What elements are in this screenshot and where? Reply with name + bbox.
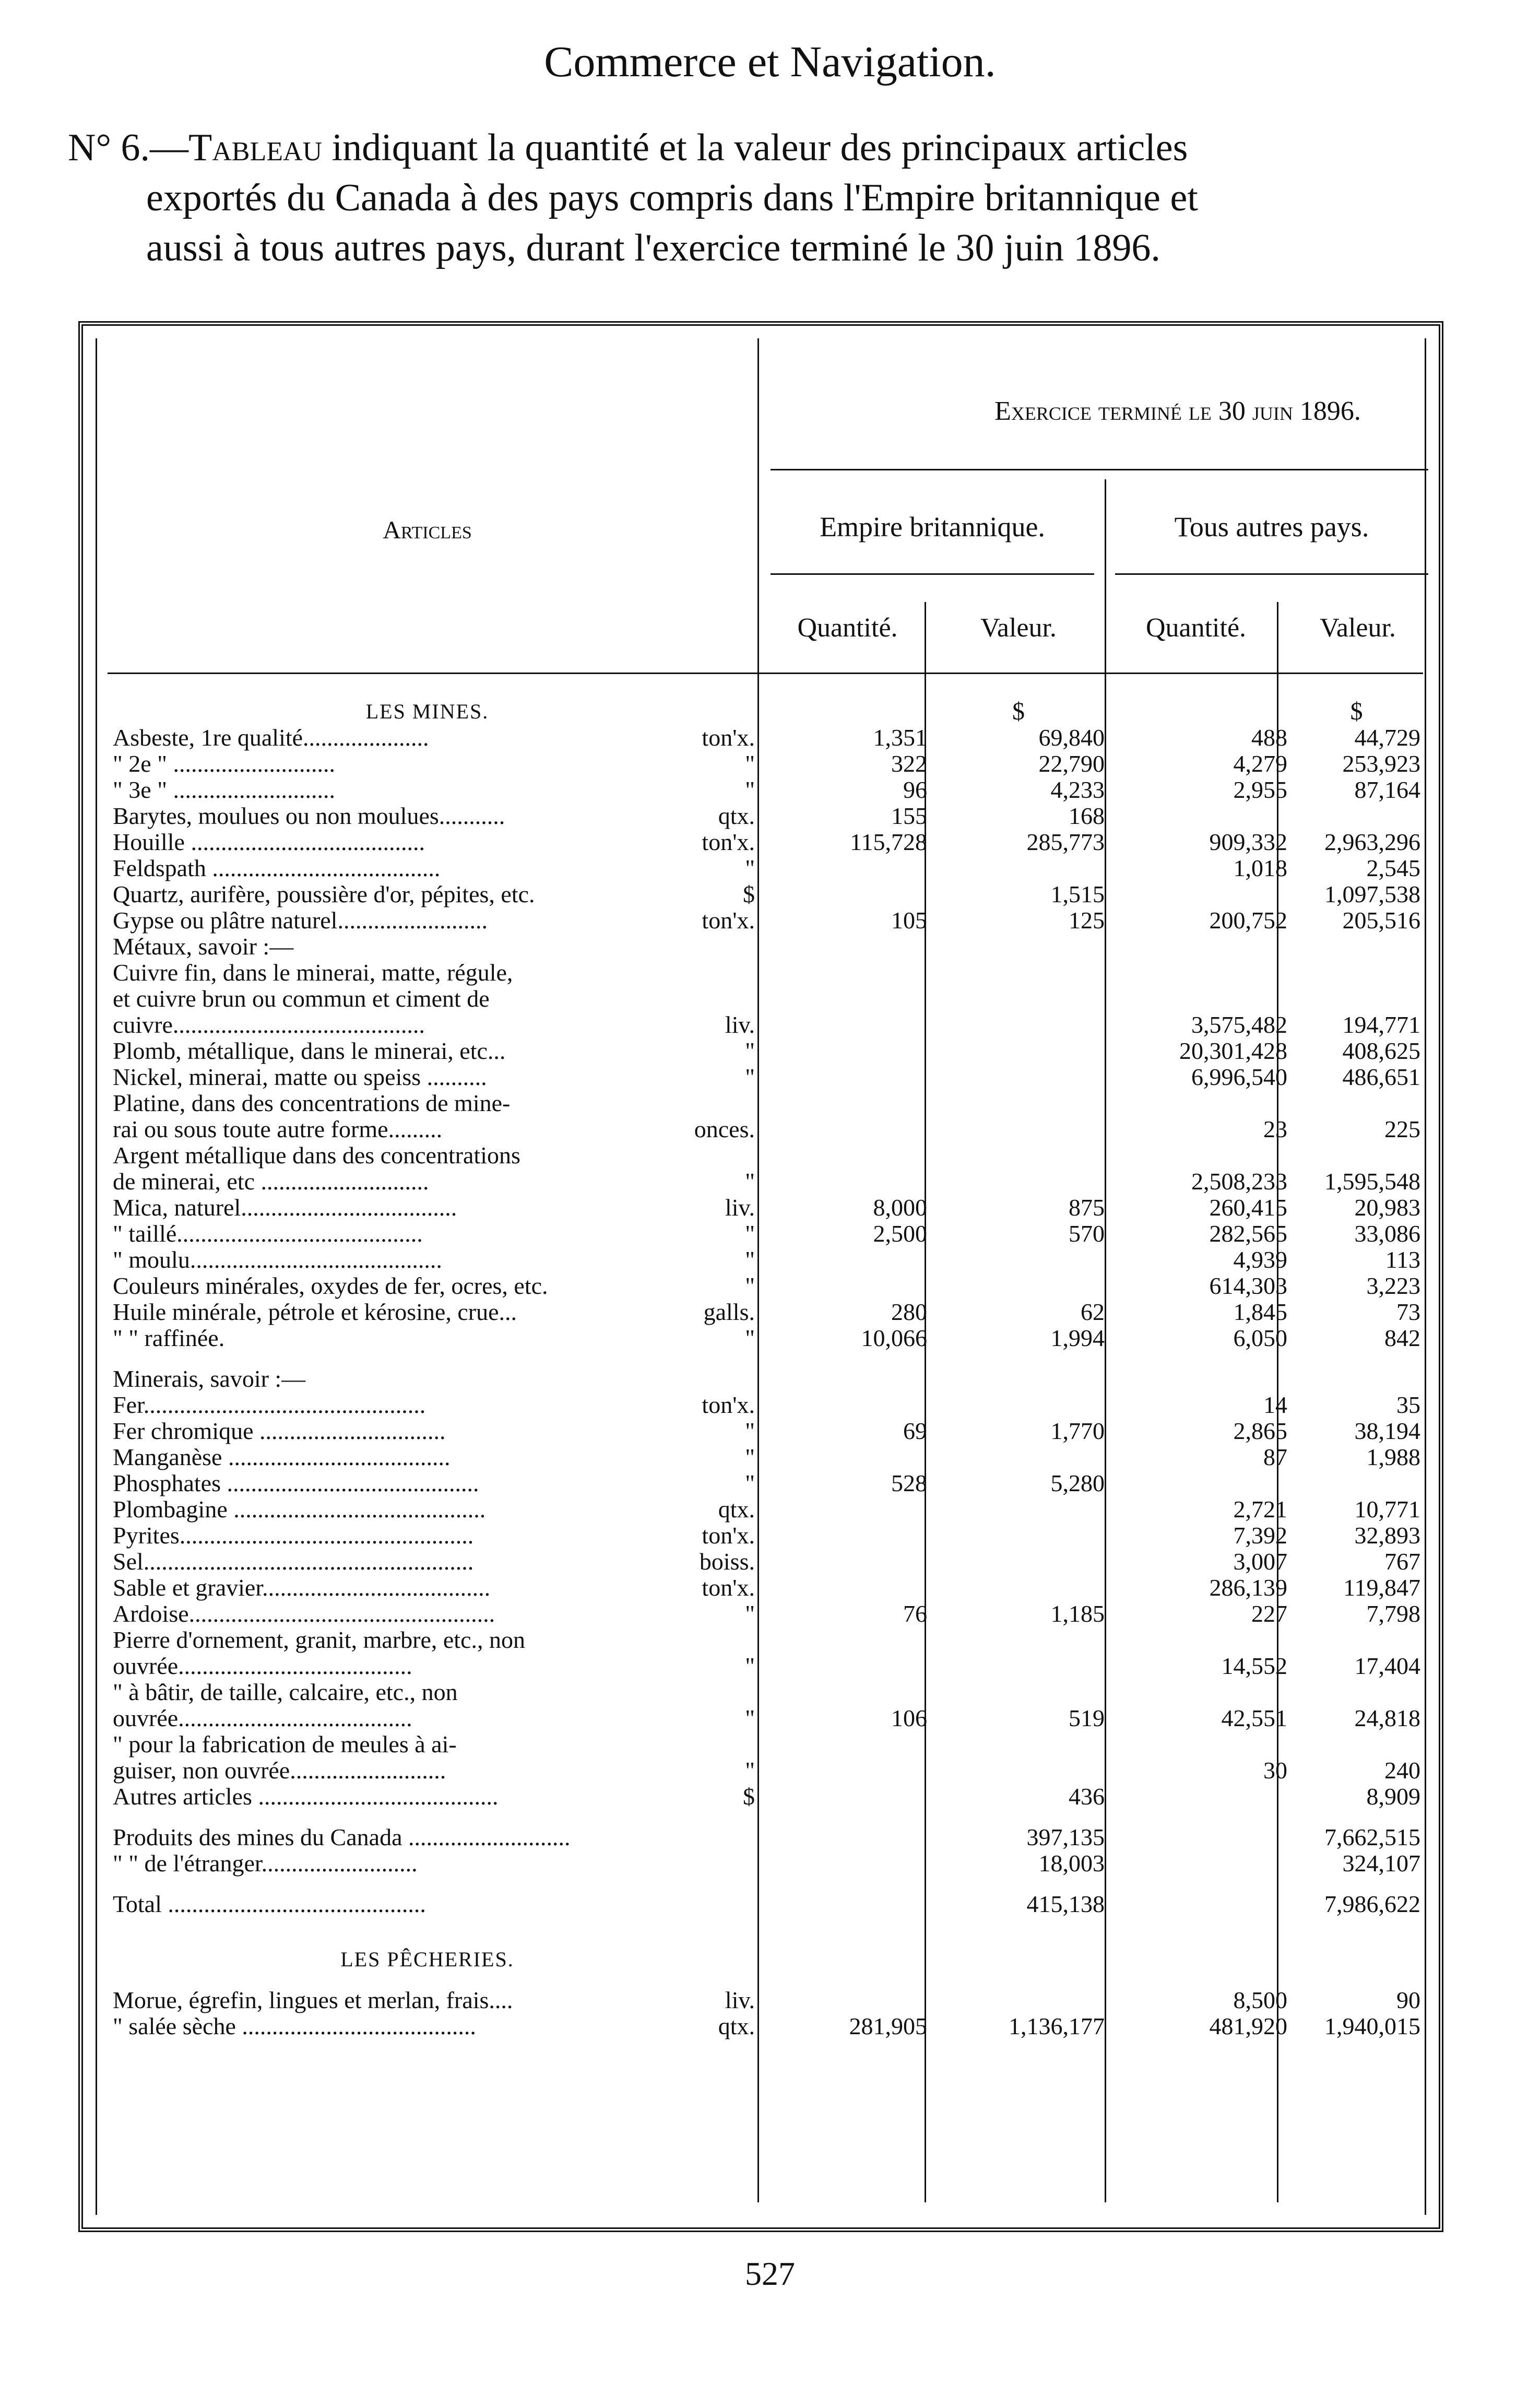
- articles-header: Articles: [383, 516, 472, 544]
- value-other: 2,545: [1366, 855, 1420, 881]
- article-label: Couleurs minérales, oxydes de fer, ocres, etc.: [113, 1273, 548, 1299]
- value-other: 253,923: [1342, 750, 1420, 777]
- article-label: " moulu..........................................: [113, 1247, 442, 1273]
- quantity-other: 200,752: [1209, 907, 1287, 934]
- value-other: 90: [1396, 1987, 1420, 2013]
- article-label: Morue, égrefin, lingues et merlan, frais....: [113, 1987, 513, 2013]
- value-empire: 570: [1069, 1220, 1105, 1247]
- quantity-other: 30: [1263, 1757, 1287, 1784]
- table-row: [97, 829, 1434, 855]
- table-row: [97, 934, 1434, 960]
- article-label: Cuivre fin, dans le minerai, matte, régule,: [113, 960, 513, 986]
- table-row: [97, 1325, 1434, 1351]
- table-row: [97, 986, 1434, 1012]
- table-row: [97, 1169, 1434, 1195]
- table-row: [97, 1142, 1434, 1169]
- table-row: [97, 1299, 1434, 1325]
- article-label: Fer chromique ...............................: [113, 1418, 446, 1444]
- value-empire: 519: [1069, 1705, 1105, 1731]
- value-other: 44,729: [1354, 724, 1420, 751]
- article-label: Houille .......................................: [113, 829, 425, 855]
- quantity-empire: 2,500: [873, 1220, 927, 1247]
- unit-label: liv.: [687, 1987, 755, 2013]
- value-other: 767: [1384, 1548, 1420, 1575]
- value-other: 7,798: [1366, 1600, 1420, 1627]
- quantity-empire: 1,351: [873, 724, 927, 751]
- article-label: Quartz, aurifère, poussière d'or, pépites, etc.: [113, 881, 535, 907]
- quantity-header-empire: Quantité.: [797, 613, 898, 643]
- value-other: 87,164: [1354, 776, 1420, 803]
- quantity-other: 488: [1251, 724, 1287, 751]
- quantity-empire: 281,905: [849, 2013, 927, 2039]
- quantity-other: 227: [1251, 1600, 1287, 1627]
- value-other: 225: [1384, 1116, 1420, 1142]
- quantity-other: 3,007: [1233, 1548, 1287, 1575]
- article-label: " " raffinée.: [113, 1325, 225, 1351]
- table-row: [97, 1273, 1434, 1299]
- value-empire: 397,135: [1026, 1824, 1105, 1850]
- unit-label: ": [687, 1653, 755, 1679]
- value-header-tous: Valeur.: [1320, 613, 1396, 643]
- article-label: Pyrites.................................................: [113, 1523, 474, 1549]
- currency-symbol: $: [1012, 698, 1025, 725]
- article-label: Argent métallique dans des concentrations: [113, 1142, 520, 1169]
- value-empire: 62: [1081, 1299, 1105, 1325]
- rule-under-period: [771, 469, 1428, 470]
- rule-under-header: [108, 673, 1423, 674]
- unit-label: qtx.: [687, 2013, 755, 2039]
- quantity-empire: 115,728: [850, 829, 927, 855]
- value-empire: 22,790: [1038, 750, 1105, 777]
- unit-label: ": [687, 855, 755, 881]
- quantity-other: 2,721: [1233, 1496, 1287, 1523]
- value-other: 32,893: [1354, 1522, 1420, 1549]
- value-empire: 5,280: [1050, 1470, 1105, 1496]
- article-label: de minerai, etc ............................: [113, 1169, 429, 1195]
- article-label: Plomb, métallique, dans le minerai, etc...: [113, 1038, 506, 1064]
- quantity-empire: 96: [903, 776, 927, 803]
- unit-label: ton'x.: [687, 725, 755, 751]
- unit-label: ton'x.: [687, 1392, 755, 1418]
- caption-prefix: N° 6.—: [68, 126, 189, 169]
- article-label: ouvrée.......................................: [113, 1705, 412, 1731]
- value-other: 2,963,296: [1324, 829, 1420, 855]
- value-empire: 1,185: [1050, 1600, 1105, 1627]
- table-row: [97, 777, 1434, 803]
- value-other: 240: [1384, 1757, 1420, 1784]
- value-other: 35: [1396, 1391, 1420, 1418]
- table-row: [97, 1392, 1434, 1418]
- table-row: [97, 907, 1434, 934]
- article-label: Huile minérale, pétrole et kérosine, crue...: [113, 1299, 517, 1325]
- unit-label: galls.: [687, 1299, 755, 1325]
- article-label: Sable et gravier......................................: [113, 1575, 491, 1601]
- caption-line-1-rest: indiquant la quantité et la valeur des principaux articles: [322, 126, 1188, 169]
- article-label: " salée sèche .......................................: [113, 2013, 476, 2039]
- table-row: [97, 1064, 1434, 1090]
- value-empire: 168: [1069, 803, 1105, 829]
- unit-label: ": [687, 1064, 755, 1090]
- table-row: [97, 1705, 1434, 1731]
- rule-under-empire: [771, 573, 1094, 575]
- quantity-other: 87: [1263, 1444, 1287, 1470]
- value-other: 7,662,515: [1324, 1824, 1420, 1850]
- unit-label: ": [687, 1325, 755, 1351]
- quantity-empire: 280: [891, 1299, 927, 1325]
- value-empire: 285,773: [1026, 829, 1105, 855]
- table-row: [97, 1850, 1434, 1877]
- quantity-other: 3,575,482: [1191, 1011, 1287, 1038]
- table-row: [97, 1496, 1434, 1523]
- table-row: [97, 960, 1434, 986]
- table-row: [97, 1116, 1434, 1142]
- quantity-other: 20,301,428: [1179, 1037, 1287, 1064]
- table-row: [97, 1627, 1434, 1653]
- article-label: Mica, naturel....................................: [113, 1195, 457, 1221]
- value-other: 20,983: [1354, 1194, 1420, 1221]
- table-spacer: [97, 1973, 1434, 1987]
- article-label: Pierre d'ornement, granit, marbre, etc., non: [113, 1627, 525, 1653]
- value-empire: 1,770: [1050, 1418, 1105, 1444]
- unit-label: ": [687, 1038, 755, 1064]
- value-other: 113: [1385, 1246, 1420, 1273]
- article-label: Fer...............................................: [113, 1392, 426, 1418]
- value-other: 33,086: [1354, 1220, 1420, 1247]
- article-label: guiser, non ouvrée..........................: [113, 1757, 446, 1784]
- quantity-empire: 69: [903, 1418, 927, 1444]
- quantity-other: 4,939: [1233, 1246, 1287, 1273]
- quantity-other: 14,552: [1221, 1653, 1287, 1679]
- article-label: " 2e " ...........................: [113, 751, 335, 777]
- table-row: [97, 1679, 1434, 1705]
- value-other: 194,771: [1342, 1011, 1420, 1038]
- article-label: Manganèse .....................................: [113, 1444, 451, 1470]
- article-label: " " de l'étranger..........................: [113, 1850, 418, 1877]
- article-label: et cuivre brun ou commun et ciment de: [113, 986, 490, 1012]
- quantity-other: 14: [1263, 1391, 1287, 1418]
- quantity-other: 1,018: [1233, 855, 1287, 881]
- article-label: Minerais, savoir :—: [113, 1366, 306, 1392]
- value-empire: 18,003: [1038, 1850, 1105, 1877]
- table-row: [97, 1221, 1434, 1247]
- value-other: 10,771: [1354, 1496, 1420, 1523]
- tous-autres-header: Tous autres pays.: [1174, 511, 1369, 542]
- table-row: [97, 1784, 1434, 1810]
- unit-label: qtx.: [687, 1496, 755, 1523]
- value-empire: 69,840: [1038, 724, 1105, 751]
- unit-label: ": [687, 751, 755, 777]
- quantity-other: 1,845: [1233, 1299, 1287, 1325]
- empire-header: Empire britannique.: [820, 511, 1045, 542]
- value-header-empire: Valeur.: [980, 613, 1057, 643]
- period-header: Exercice terminé le 30 juin 1896.: [994, 396, 1361, 426]
- unit-label: ton'x.: [687, 829, 755, 855]
- quantity-other: 2,508,233: [1191, 1168, 1287, 1195]
- value-other: 408,625: [1342, 1037, 1420, 1064]
- quantity-empire: 322: [891, 750, 927, 777]
- table-row: [97, 881, 1434, 907]
- table-row: [97, 855, 1434, 881]
- unit-label: ": [687, 1418, 755, 1444]
- table-spacer: [97, 1351, 1434, 1366]
- quantity-header-tous: Quantité.: [1145, 613, 1247, 643]
- quantity-empire: 155: [891, 803, 927, 829]
- value-empire: 436: [1069, 1783, 1105, 1810]
- value-empire: 875: [1069, 1194, 1105, 1221]
- quantity-other: 614,303: [1209, 1272, 1287, 1299]
- quantity-other: 8,500: [1233, 1987, 1287, 2013]
- caption-line-3: aussi à tous autres pays, durant l'exercice terminé le 30 juin 1896.: [146, 227, 1160, 269]
- article-label: Nickel, minerai, matte ou speiss ..........: [113, 1064, 487, 1090]
- table-row: [97, 751, 1434, 777]
- table-spacer: [97, 1877, 1434, 1891]
- value-empire: 1,515: [1050, 881, 1105, 907]
- unit-label: ": [687, 1273, 755, 1299]
- page-number: 527: [745, 2255, 795, 2292]
- value-other: 1,595,548: [1324, 1168, 1420, 1195]
- currency-symbol: $: [1350, 698, 1363, 725]
- quantity-empire: 105: [891, 907, 927, 934]
- quantity-other: 4,279: [1233, 750, 1287, 777]
- quantity-other: 2,955: [1233, 776, 1287, 803]
- table-row: [97, 1731, 1434, 1757]
- article-label: " à bâtir, de taille, calcaire, etc., non: [113, 1679, 458, 1705]
- value-other: 7,986,622: [1324, 1891, 1420, 1917]
- unit-label: liv.: [687, 1012, 755, 1038]
- table-spacer: [97, 1932, 1434, 1946]
- value-empire: 1,136,177: [1009, 2013, 1105, 2039]
- article-label: " 3e " ...........................: [113, 777, 335, 803]
- value-other: 3,223: [1366, 1272, 1420, 1299]
- article-label: " pour la fabrication de meules à ai-: [113, 1731, 457, 1757]
- caption-line-2: exportés du Canada à des pays compris dans l'Empire britannique et: [146, 176, 1198, 219]
- quantity-other: 7,392: [1233, 1522, 1287, 1549]
- article-label: Autres articles ........................................: [113, 1784, 499, 1810]
- article-label: Platine, dans des concentrations de mine-: [113, 1090, 511, 1116]
- unit-label: liv.: [687, 1195, 755, 1221]
- unit-label: qtx.: [687, 803, 755, 829]
- value-other: 73: [1396, 1299, 1420, 1325]
- caption-line-1: [68, 123, 1477, 173]
- unit-label: ": [687, 1169, 755, 1195]
- table-row: [97, 1891, 1434, 1917]
- value-empire: 4,233: [1050, 776, 1105, 803]
- quantity-other: 2,865: [1233, 1418, 1287, 1444]
- table-caption: [68, 123, 1477, 273]
- section-row: [97, 699, 1434, 725]
- table-row: [97, 1757, 1434, 1784]
- unit-label: ton'x.: [687, 1575, 755, 1601]
- article-label: " taillé.........................................: [113, 1221, 423, 1247]
- article-label: rai ou sous toute autre forme.........: [113, 1116, 443, 1142]
- value-other: 324,107: [1342, 1850, 1420, 1877]
- quantity-empire: 106: [891, 1705, 927, 1731]
- quantity-other: 481,920: [1209, 2013, 1287, 2039]
- article-label: Asbeste, 1re qualité.....................: [113, 725, 429, 751]
- quantity-empire: 76: [903, 1600, 927, 1627]
- value-other: 486,651: [1342, 1064, 1420, 1090]
- table-row: [97, 1012, 1434, 1038]
- table-row: [97, 1247, 1434, 1273]
- table-row: [97, 2013, 1434, 2039]
- article-label: Gypse ou plâtre naturel.........................: [113, 907, 488, 934]
- quantity-other: 6,996,540: [1191, 1064, 1287, 1090]
- unit-label: ": [687, 1470, 755, 1496]
- unit-label: ": [687, 1221, 755, 1247]
- quantity-other: 6,050: [1233, 1325, 1287, 1351]
- page-title: Commerce et Navigation.: [544, 38, 996, 86]
- quantity-other: 23: [1263, 1116, 1287, 1142]
- table-row: [97, 1601, 1434, 1627]
- table-row: [97, 1523, 1434, 1549]
- value-other: 1,940,015: [1324, 2013, 1420, 2039]
- unit-label: ": [687, 777, 755, 803]
- article-label: Sel.......................................................: [113, 1549, 474, 1575]
- table-row: [97, 1090, 1434, 1116]
- quantity-other: 282,565: [1209, 1220, 1287, 1247]
- table-inner-frame: [96, 338, 1426, 2215]
- unit-label: onces.: [687, 1116, 755, 1142]
- value-other: 1,988: [1366, 1444, 1420, 1470]
- article-label: cuivre..........................................: [113, 1012, 425, 1038]
- value-empire: 415,138: [1026, 1891, 1105, 1917]
- article-label: Total ...........................................: [113, 1891, 426, 1917]
- value-other: 17,404: [1354, 1653, 1420, 1679]
- table-row: [97, 1195, 1434, 1221]
- table-row: [97, 1444, 1434, 1470]
- table-row: [97, 1653, 1434, 1679]
- value-other: 24,818: [1354, 1705, 1420, 1731]
- section-title: LES MINES.: [365, 700, 489, 723]
- table-row: [97, 1549, 1434, 1575]
- table-body: [97, 699, 1434, 2039]
- article-label: Ardoise...................................................: [113, 1601, 495, 1627]
- value-other: 8,909: [1366, 1783, 1420, 1810]
- unit-label: ": [687, 1247, 755, 1273]
- unit-label: $: [687, 881, 755, 907]
- unit-label: ton'x.: [687, 1523, 755, 1549]
- table-frame: [78, 321, 1443, 2232]
- quantity-empire: 528: [891, 1470, 927, 1496]
- value-other: 1,097,538: [1324, 881, 1420, 907]
- table-spacer: [97, 1917, 1434, 1932]
- quantity-other: 260,415: [1209, 1194, 1287, 1221]
- article-label: Produits des mines du Canada ...........................: [113, 1824, 571, 1850]
- value-other: 842: [1384, 1325, 1420, 1351]
- quantity-other: 909,332: [1209, 829, 1287, 855]
- unit-label: ": [687, 1601, 755, 1627]
- article-label: Barytes, moulues ou non moulues...........: [113, 803, 505, 829]
- table-row: [97, 1470, 1434, 1496]
- quantity-empire: 8,000: [873, 1194, 927, 1221]
- quantity-other: 286,139: [1209, 1574, 1287, 1601]
- table-row: [97, 1038, 1434, 1064]
- unit-label: ": [687, 1444, 755, 1470]
- quantity-empire: 10,066: [861, 1325, 927, 1351]
- section-title: LES PÊCHERIES.: [340, 1948, 514, 1971]
- table-row: [97, 1418, 1434, 1444]
- table-row: [97, 1824, 1434, 1850]
- table-row: [97, 803, 1434, 829]
- unit-label: ton'x.: [687, 907, 755, 934]
- table-row: [97, 725, 1434, 751]
- article-label: Feldspath ......................................: [113, 855, 441, 881]
- value-other: 119,847: [1343, 1574, 1420, 1601]
- section-row: [97, 1946, 1434, 1973]
- caption-table-word: Tableau: [188, 126, 323, 169]
- article-label: Métaux, savoir :—: [113, 934, 294, 960]
- value-other: 38,194: [1354, 1418, 1420, 1444]
- table-spacer: [97, 1810, 1434, 1824]
- table-row: [97, 1987, 1434, 2013]
- unit-label: ": [687, 1705, 755, 1731]
- unit-label: boiss.: [687, 1549, 755, 1575]
- value-other: 205,516: [1342, 907, 1420, 934]
- rule-under-tous: [1115, 573, 1428, 575]
- article-label: Plombagine ..........................................: [113, 1496, 486, 1523]
- unit-label: ": [687, 1757, 755, 1784]
- article-label: ouvrée.......................................: [113, 1653, 412, 1679]
- quantity-other: 42,551: [1221, 1705, 1287, 1731]
- article-label: Phosphates ..........................................: [113, 1470, 479, 1496]
- value-empire: 125: [1069, 907, 1105, 934]
- table-row: [97, 1366, 1434, 1392]
- unit-label: $: [687, 1784, 755, 1810]
- value-empire: 1,994: [1050, 1325, 1105, 1351]
- table-row: [97, 1575, 1434, 1601]
